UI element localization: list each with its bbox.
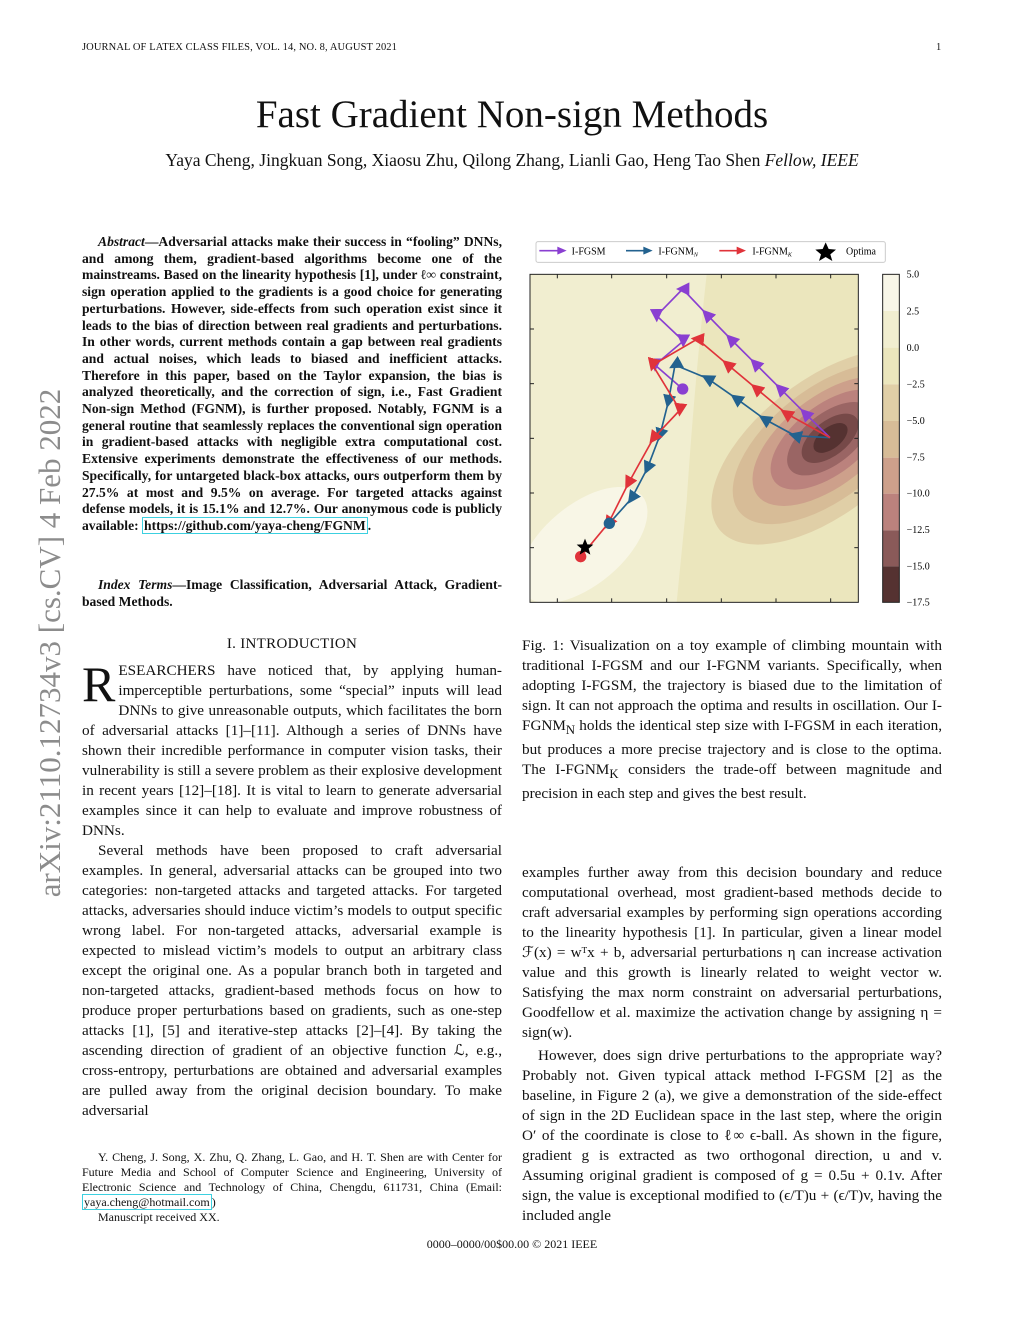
legend — [536, 242, 885, 263]
colorbar-tick: −7.5 — [906, 452, 925, 464]
index-terms — [82, 577, 502, 610]
abstract: Abstract—Adversarial attacks make their success in “fooling” DNNs, and among them, gradient-based algorithms become one of the mainstreams. Based on the linearity hypothesis [1], under ℓ∞ constraint, sign operation applied to the gradients is a good choice for generating perturbations. However, side-effects from such operation exist since it leads to the bias of direction between real gradients and perturbations. In other words, current methods contain a gap between real gradients and actual noises, which leads to biased and inefficient attacks. Therefore in this paper, based on the Taylor expansion, the bias is analyzed theoretically, and the correction of sign, i.e., Fast Gradient Non-sign Method (FGNM), is further proposed. Notably, FGNM is a general routine that seamlessly replaces the conventional sign operation in gradient-based attacks with negligible extra computational cost. Extensive experiments demonstrate the effectiveness of our methods. Specifically, for untargeted black-box attacks, ours outperform them by 27.5% at most and 9.5% on average. For targeted attacks against defense models, it is 15.1% and 12.7%. Our anonymous code is publicly available: https://github.com/yaya-cheng/FGNM . — [82, 234, 502, 533]
colorbar-tick: −17.5 — [906, 597, 930, 609]
right-column-text — [522, 863, 942, 1226]
authors: Yaya Cheng, Jingkuan Song, Xiaosu Zhu, Qilong Zhang, Lianli Gao, Heng Tao Shen — [165, 150, 761, 170]
paragraph: However, does sign drive perturbations to the appropriate way? Probably not. Given typical attack method I-FGSM [2] as the baseline, in Figure 2 (a), we give a demonstration of the side-effect of sign in the 2D Euclidean space in the last step, where the origin O′ of the coordinate is close to ℓ∞ ϵ-ball. As shown in the figure, gradient g is extracted as two orthogonal direction, u and v. Assuming original gradient is composed of g = 0.5u + 0.1v. After sign, the value is exceptional modified to (ϵ/T)u + (ϵ/T)v, having the included angle — [522, 1047, 942, 1224]
paragraph: Several methods have been proposed to craft adversarial examples. In general, adversarial attacks can be grouped into two categories: non-targeted attacks and targeted attacks. For targeted attacks, adversaries should induce victim’s models to output specific wrong label. For non-targeted attacks, adversarial example is expected to mislead victim’s models to output an arbitrary class except the original one. As a popular branch both in targeted and non-targeted attacks, gradient-based methods focus on how to produce proper perturbations based on gradients, such as one-step attacks [1], [5] and iterative-step attacks [2]–[4]. By taking the ascending direction of gradient of an objective function ℒ, e.g., cross-entropy, perturbations are obtained and adversarial examples are pulled away from the original decision boundary. To make adversarial — [82, 842, 502, 1119]
colorbar-tick: 5.0 — [906, 269, 920, 281]
footnote — [82, 1150, 502, 1225]
author-list — [0, 150, 1024, 171]
section-heading — [82, 636, 502, 653]
colorbar-tick: 2.5 — [906, 306, 920, 318]
caption-text: considers the trade-off between magnitude and precision in each step and gives the best result. — [522, 761, 942, 803]
paragraph-text: ESEARCHERS have noticed that, by applying human-imperceptible perturbations, some “special” inputs will lead DNNs to give unreasonable outputs, which facilitates the born of adversarial attacks [1]–[11]. Although a series of DNNs have shown their incredible performance in computer vision tasks, their vulnerability is still a severe problem as their explosive development in recent years [12]–[18]. It is vital to learn to generate adversarial examples since it can help to evaluate and improve robustness of DNNs. — [82, 662, 502, 839]
section-number: I. — [226, 636, 237, 652]
legend-label: I-FGSM — [571, 246, 606, 258]
caption-text: holds the identical step size with I-FGSM in each iteration, but produces a more precise trajectory and is close to the optima. The I-FGNM — [522, 717, 942, 779]
drop-cap: R — [82, 656, 116, 712]
caption-text: Fig. 1: Visualization on a toy example of climbing mountain with traditional I-FGSM and our I-FGNM variants. Specifically, when adopting I-FGSM, the trajectory is biased due to the limitation of sign. It can not approach the optima and results in oscillation. Our I-FGNM — [522, 637, 942, 734]
ifgnm-n-end-point — [604, 518, 615, 529]
author-fellow: Fellow, IEEE — [764, 150, 859, 170]
paragraph: examples further away from this decision boundary and reduce computational overhead, most gradient-based methods decide to craft adversarial examples by performing sign operations according to the linearity hypothesis [1]. In particular, given a linear model ℱ(x) = wᵀx + b, adversarial perturbations η can increase activation value and this growth is linearly related to weight vector w. Satisfying the max norm constraint on adversarial perturbations, Goodfellow et al. maximize the activation change by assigning η = sign(w). — [522, 864, 942, 1041]
section-title: INTRODUCTION — [240, 636, 358, 652]
code-link[interactable]: https://github.com/yaya-cheng/FGNM — [144, 517, 366, 533]
ifgsm-end-point — [677, 383, 688, 394]
legend-label: Optima — [846, 246, 876, 258]
introduction-text — [82, 656, 502, 1121]
colorbar-tick: −10.0 — [906, 488, 930, 500]
legend-sub: K — [787, 252, 792, 259]
legend-label: I-FGNM — [658, 246, 694, 258]
paren: ) — [211, 1195, 216, 1209]
colorbar — [883, 270, 930, 609]
abstract-label: Abstract — [98, 234, 145, 249]
arxiv-watermark: arXiv:2110.12734v3 [cs.CV] 4 Feb 2022 — [32, 388, 67, 898]
colorbar-tick: −15.0 — [906, 561, 930, 573]
email-link[interactable]: yaya.cheng@hotmail.com — [84, 1195, 210, 1209]
caption-sub: K — [609, 767, 619, 782]
running-header: JOURNAL OF LATEX CLASS FILES, VOL. 14, NO. 8, AUGUST 2021 — [82, 42, 397, 53]
legend-sub: N — [693, 252, 698, 259]
manuscript-note: Manuscript received XX. — [98, 1210, 220, 1224]
index-terms-text: —Image Classification, Adversarial Attack, Gradient-based Methods. — [82, 577, 502, 609]
figure-caption — [522, 636, 942, 804]
contour-fill — [520, 274, 940, 615]
paragraph — [82, 656, 502, 841]
page-number: 1 — [936, 42, 942, 53]
svg-text:I-FGNMK — [752, 246, 793, 258]
svg-text:I-FGNMN — [658, 246, 699, 258]
abstract-text: —Adversarial attacks make their success in “fooling” DNNs, and among them, gradient-based algorithms become one of the mainstreams. Based on the linearity hypothesis [1], under ℓ∞ constraint, sign operation applied to the gradients is a good choice for generating perturbations. However, side-effects from such operation exist since it leads to the bias of direction between real gradients and perturbations. In other words, current methods contain a gap between real gradients and actual noises, which leads to biased and inefficient attacks. Therefore in this paper, based on the Taylor expansion, the bias is analyzed theoretically, and the correction of sign, i.e., Fast Gradient Non-sign Method (FGNM), is further proposed. Notably, FGNM is a general routine that seamlessly replaces the conventional sign operation in gradient-based attacks with negligible extra computational cost. Extensive experiments demonstrate the effectiveness of our methods. Specifically, for untargeted black-box attacks, ours outperform them by 27.5% at most and 9.5% on average. For targeted attacks against defense models, it is 15.1% and 12.7%. Our anonymous code is publicly available: — [82, 234, 502, 533]
colorbar-tick: −2.5 — [906, 379, 925, 391]
colorbar-tick: −5.0 — [906, 416, 925, 427]
caption-sub: N — [565, 723, 576, 738]
affiliation-text: Y. Cheng, J. Song, X. Zhu, Q. Zhang, L. Gao, and H. T. Shen are with Center for Future Media and School of Computer Science and Engineering, University of Electronic Science and Technology of China, Chengdu, 611731, China (Email: — [82, 1150, 502, 1194]
colorbar-tick: −12.5 — [906, 525, 930, 536]
figure-contour-plot — [520, 235, 940, 615]
index-terms-label: Index Terms — [98, 577, 173, 592]
legend-label: I-FGNM — [752, 246, 788, 258]
copyright-footer: 0000–0000/00$00.00 © 2021 IEEE — [426, 1237, 598, 1251]
affiliation-note — [82, 1150, 502, 1210]
paper-title: Fast Gradient Non-sign Methods — [255, 93, 769, 136]
colorbar-tick: 0.0 — [906, 343, 920, 354]
